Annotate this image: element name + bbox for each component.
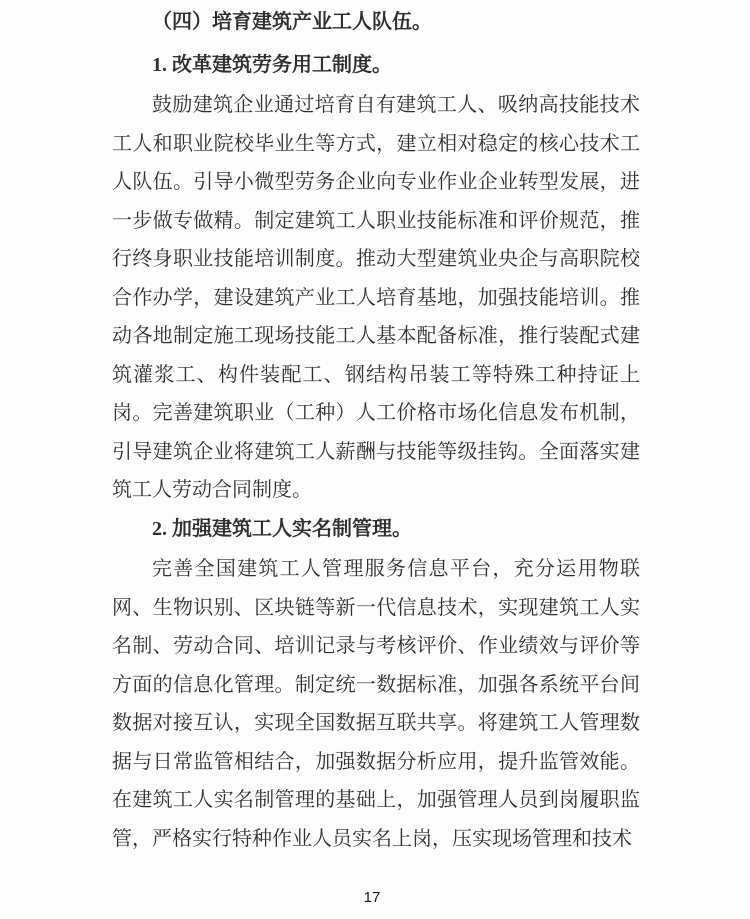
section-heading-si: （四）培育建筑产业工人队伍。 (152, 11, 432, 33)
subsection-heading-2: 2. 加强建筑工人实名制管理。 (152, 517, 412, 540)
paragraph-real-name-management: 完善全国建筑工人管理服务信息平台，充分运用物联网、生物识别、区块链等新一代信息技术，实现建筑工人实名制、劳动合同、培训记录与考核评价、作业绩效与评价等方面的信息化管理。制定统一数据标准，加强各系统平台间数据对接互认，实现全国数据互联共享。将建筑工人管理数据与日常监管相结合，加强数据分析应用，提升监管效能。在建筑工人实名制管理的基础上，加强管理人员到岗履职监管，严格实行特种作业人员实名上岗，压实现场管理和技术 (112, 558, 640, 850)
document-content (112, 3, 640, 858)
page-number: 17 (363, 889, 381, 906)
paragraph-labor-system: 鼓励建筑企业通过培育自有建筑工人、吸纳高技能技术工人和职业院校毕业生等方式，建立相对稳定的核心技术工人队伍。引导小微型劳务企业向专业作业企业转型发展，进一步做专做精。制定建筑工人职业技能标准和评价规范，推行终身职业技能培训制度。推动大型建筑业央企与高职院校合作办学，建设建筑产业工人培育基地，加强技能培训。推动各地制定施工现场技能工人基本配备标准，推行装配式建筑灌浆工、构件装配工、钢结构吊装工等特殊工种持证上岗。完善建筑职业（工种）人工价格市场化信息发布机制，引导建筑企业将建筑工人薪酬与技能等级挂钩。全面落实建筑工人劳动合同制度。 (112, 94, 640, 501)
subsection-heading-1: 1. 改革建筑劳务用工制度。 (152, 53, 392, 76)
